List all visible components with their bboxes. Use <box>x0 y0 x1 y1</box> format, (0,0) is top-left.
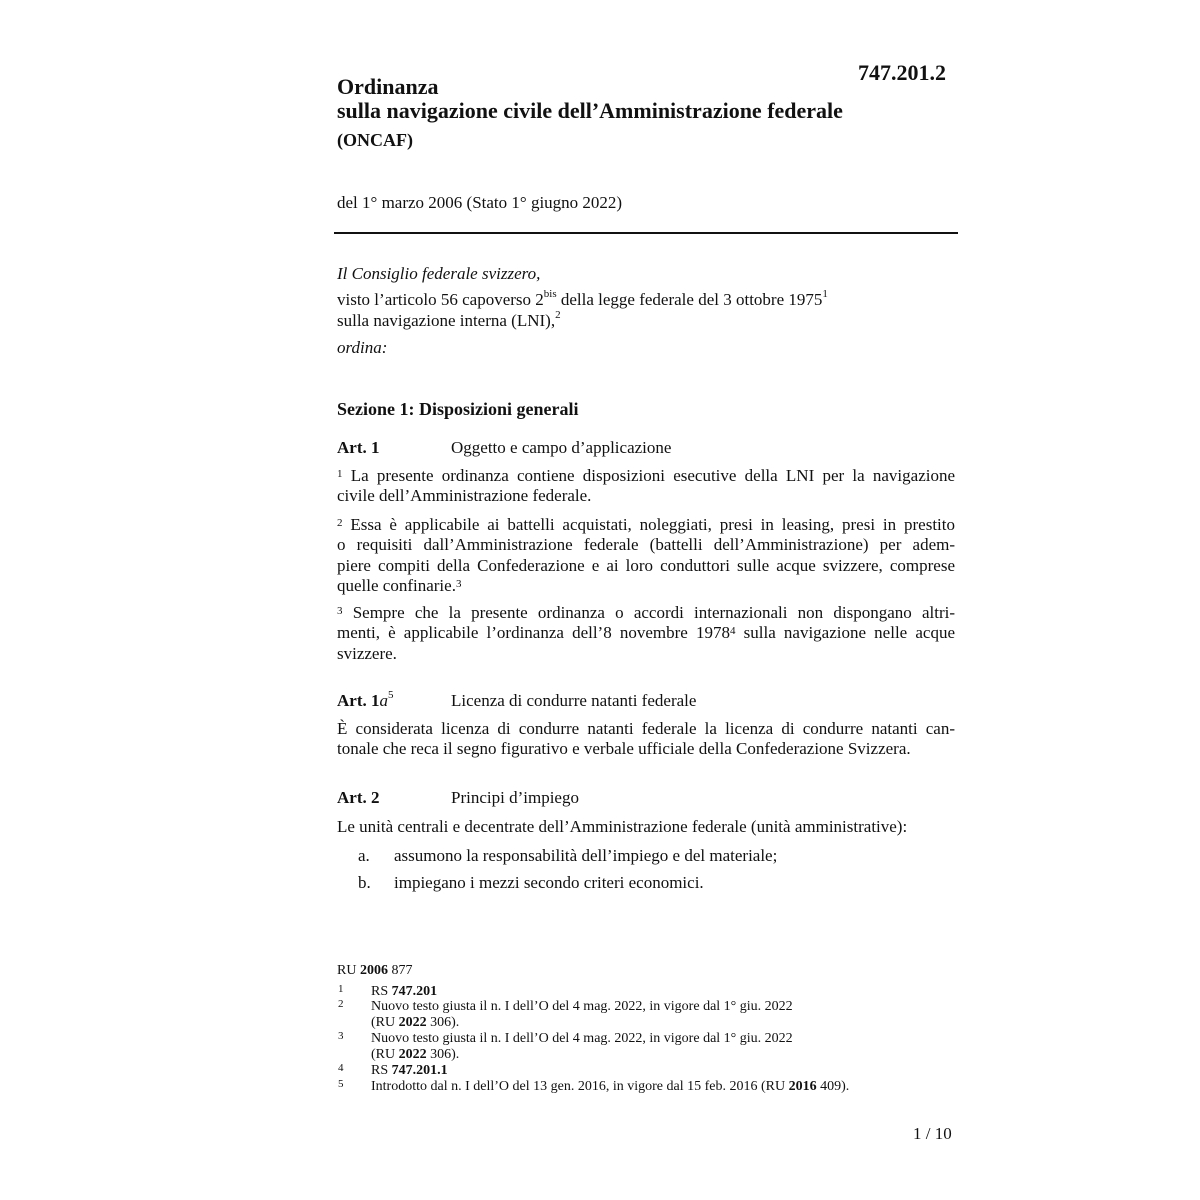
footnote-ref[interactable]: 3 <box>455 577 462 590</box>
document-date: del 1° marzo 2006 (Stato 1° giugno 2022) <box>337 193 623 212</box>
list-item-label: b. <box>358 873 371 892</box>
paragraph-line: civile dell’Amministrazione federale. <box>337 486 592 506</box>
preamble-ordina: ordina: <box>337 338 388 357</box>
footnote-text: (RU 2022 306). <box>371 1047 460 1062</box>
article-number: Art. 1 <box>337 438 380 457</box>
title-line-2: sulla navigazione civile dell’Amministrazione federale <box>337 98 843 123</box>
footnote-ref[interactable]: 1 <box>822 288 828 300</box>
footnote-text: Nuovo testo giusta il n. I dell’O del 4 mag. 2022, in vigore dal 1° giu. 2022 <box>371 1031 793 1046</box>
list-item-text: impiegano i mezzi secondo criteri economici. <box>394 873 704 892</box>
article-title: Oggetto e campo d’applicazione <box>451 438 672 457</box>
paragraph-line: $^2$ Essa è applicabile ai battelli acquistati, noleggiati, presi in leasing, presi in prestito <box>337 515 955 534</box>
article-number: Art. 2 <box>337 788 380 807</box>
preamble-line-2 <box>337 311 561 331</box>
document-number: 747.201.2 <box>858 60 946 85</box>
paragraph-line: $^1$ La presente ordinanza contiene disposizioni esecutive della LNI per la navigazione <box>337 466 956 485</box>
article-intro: Le unità centrali e decentrate dell’Amministrazione federale (unità amministrative): <box>337 817 908 836</box>
footnote-number: 4 <box>338 1062 344 1074</box>
preamble-authority: Il Consiglio federale svizzero, <box>337 264 541 283</box>
list-item-text: assumono la responsabilità dell’impiego e del materiale; <box>394 846 778 865</box>
footnote-number: 3 <box>338 1030 344 1042</box>
article-paragraph <box>337 466 955 507</box>
article-title: Licenza di condurre natanti federale <box>451 691 697 710</box>
paragraph-line: $^3$ Sempre che la presente ordinanza o accordi internazionali non dispongano altri- <box>337 603 955 622</box>
footnote-ref[interactable]: 2 <box>555 309 561 321</box>
superscript: bis <box>543 288 557 300</box>
footnote-text: Nuovo testo giusta il n. I dell’O del 4 mag. 2022, in vigore dal 1° giu. 2022 <box>371 999 793 1014</box>
paragraph-line: menti, è applicabile l’ordinanza dell’8 novembre 1978$^4$ sulla navigazione nelle acque <box>337 623 955 643</box>
header-divider <box>334 232 958 234</box>
preamble-text: visto l’articolo 56 capoverso 2 <box>337 290 544 309</box>
footnote-ref[interactable]: 5 <box>387 689 394 701</box>
footnote-ref[interactable]: 4 <box>730 625 736 638</box>
article-number: Art. $1a^5$ <box>337 689 394 710</box>
footnote-text: Introdotto dal n. I dell’O del 13 gen. 2016, in vigore dal 15 feb. 2016 (RU 2016 409). <box>371 1079 850 1094</box>
paragraph-line: svizzere. <box>337 643 397 663</box>
paragraph-line: piere compiti della Confederazione e ai loro conduttori sulle acque svizzere, comprese <box>337 555 955 575</box>
paragraph-number: 1 <box>337 468 343 480</box>
footnote-number: 2 <box>338 998 344 1010</box>
footnote-text: RS 747.201.1 <box>371 1063 448 1078</box>
page-number: 1 / 10 <box>913 1124 952 1143</box>
title-abbreviation: (ONCAF) <box>337 130 413 150</box>
article-paragraph <box>337 719 955 760</box>
official-compilation-ref: RU 2006 877 <box>337 963 413 978</box>
article-paragraph <box>337 515 955 596</box>
preamble-line-1 <box>337 290 828 310</box>
paragraph-line: o requisiti dall’Amministrazione federale (battelli dell’Amministrazione) per adem- <box>337 535 955 555</box>
article-title: Principi d’impiego <box>451 788 579 807</box>
footnote-number: 1 <box>338 983 344 995</box>
paragraph-line: È considerata licenza di condurre natanti federale la licenza di condurre natanti can- <box>337 719 955 738</box>
section-heading: Sezione 1: Disposizioni generali <box>337 399 579 419</box>
footnote-number: 5 <box>338 1078 344 1090</box>
title-line-1: Ordinanza <box>337 74 439 99</box>
article-paragraph <box>337 603 955 664</box>
list-item-label: a. <box>358 846 370 865</box>
preamble-text: sulla navigazione interna (LNI), <box>337 311 556 330</box>
paragraph-line: quelle confinarie.$^3$ <box>337 575 462 595</box>
footnote-text: (RU 2022 306). <box>371 1015 460 1030</box>
paragraph-line: tonale che reca il segno figurativo e verbale ufficiale della Confederazione Svizzera. <box>337 739 911 759</box>
preamble-text: della legge federale del 3 ottobre 1975 <box>556 290 823 309</box>
paragraph-number: 2 <box>337 517 343 529</box>
paragraph-number: 3 <box>337 605 343 617</box>
footnote-text: RS 747.201 <box>371 984 438 999</box>
